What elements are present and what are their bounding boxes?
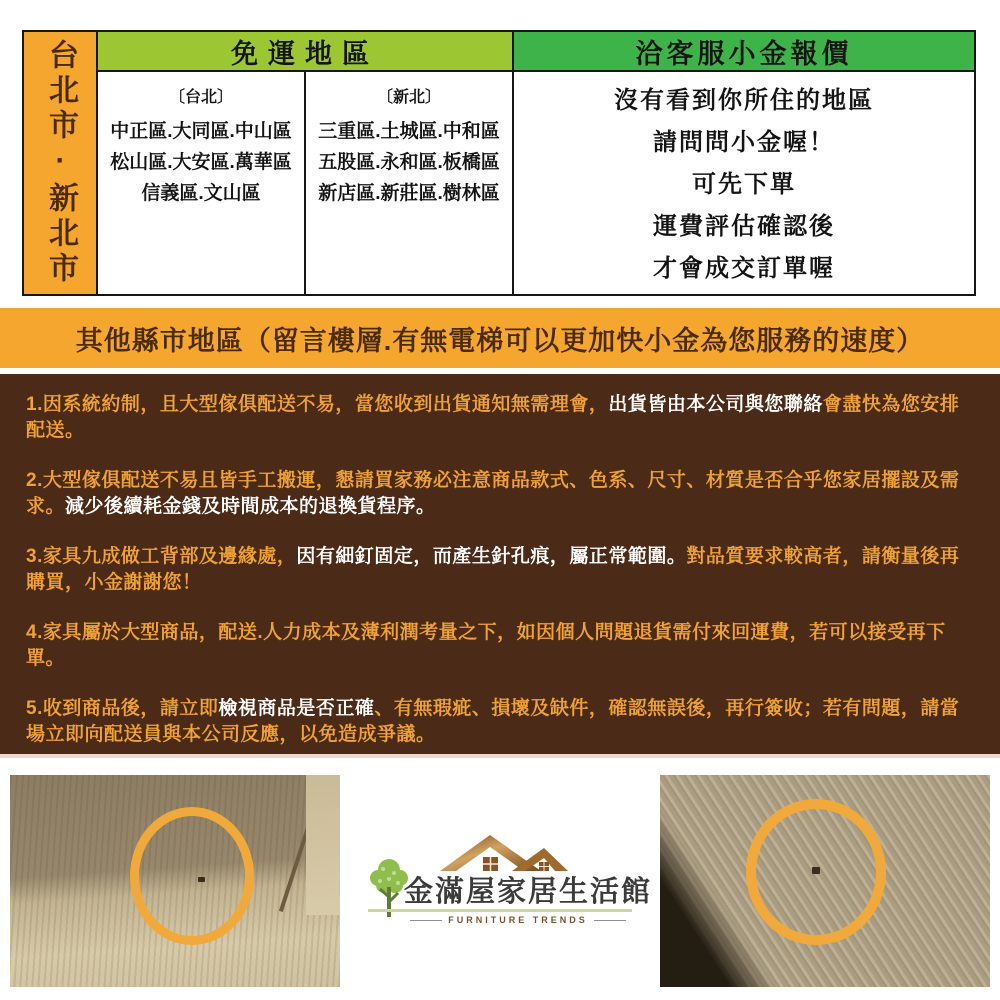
region-label: 台北市·新北市: [44, 39, 77, 287]
free-shipping-column: [98, 32, 514, 294]
tagline-left-rule: [410, 920, 442, 921]
note-segment: 4.家具屬於大型商品，配送.人力成本及薄利潤考量之下，如因個人問題退貨需付來回運費，若可以接受再下單。: [26, 622, 946, 669]
other-areas-banner: 其他縣市地區（留言樓層.有無電梯可以更加快小金為您服務的速度）: [0, 308, 1000, 368]
taipei-district-line: 中正區.大同區.中山區: [110, 121, 292, 142]
nail-hole-circle-left-icon: [130, 807, 254, 945]
quote-line: 可先下單: [692, 171, 796, 198]
quote-column: [514, 32, 974, 294]
note-segment: 減少後續耗金錢及時間成本的退換貨程序。: [65, 496, 436, 517]
note-segment: 3.家具九成做工背部及邊緣處，: [26, 546, 297, 567]
brand-tagline-row: [404, 915, 632, 925]
note-segment: 2.大型傢俱配送不易且皆手工搬運，懇請買家務必注意商品款式、色系、尺寸、材質是否合乎您家居擺設及需求。: [26, 470, 960, 517]
new-taipei-district-line: 新店區.新莊區.樹林區: [318, 183, 500, 204]
taipei-district-line: 松山區.大安區.萬華區: [110, 152, 292, 173]
new-taipei-district-line: 五股區.永和區.板橋區: [318, 152, 500, 173]
note-item: [26, 620, 974, 672]
taipei-districts-cell: [98, 72, 306, 294]
brand-name: 金滿屋家居生活館: [404, 876, 653, 908]
free-shipping-body: [98, 72, 512, 294]
note-item: [26, 392, 974, 444]
brand-tagline: FURNITURE TRENDS: [448, 915, 588, 925]
wood-photo-right: [660, 775, 990, 987]
note-segment: 對品質要求較高者，請衡量後再購買，小金謝謝您！: [26, 546, 960, 593]
quote-line: 才會成交訂單喔: [653, 255, 835, 282]
note-segment: 會盡快為您安排配送。: [26, 394, 960, 441]
quote-header: 洽客服小金報價: [514, 32, 974, 72]
new-taipei-districts-cell: [306, 72, 512, 294]
house-roofs-icon: [438, 831, 570, 873]
taipei-title: 〔台北〕: [168, 89, 233, 106]
taipei-district-line: 信義區.文山區: [141, 183, 261, 204]
shipping-info-table: [22, 30, 976, 296]
note-segment: 、有無瑕疵、損壞及缺件，確認無誤後，再行簽收；若有問題，請當場立即向配送員與本公司反應，以免造成爭議。: [26, 698, 960, 745]
note-segment: 1.因系統約制，且大型傢俱配送不易，當您收到出貨通知無需理會，: [26, 394, 609, 415]
quote-body: [514, 72, 974, 294]
free-shipping-header: 免運地區: [98, 32, 512, 72]
delivery-notes: [0, 374, 1000, 758]
quote-line: 請問問小金喔！: [653, 129, 835, 156]
tagline-right-rule: [594, 920, 626, 921]
note-segment: 檢視商品是否正確: [218, 698, 375, 719]
note-segment: 出貨皆由本公司與您聯絡: [608, 394, 823, 415]
note-segment: 5.收到商品後，請立即: [26, 698, 219, 719]
wood-photo-left: [10, 775, 340, 987]
region-label-column: [24, 32, 98, 294]
note-item: [26, 468, 974, 520]
brand-logo: [368, 831, 653, 941]
note-item: [26, 696, 974, 748]
nail-hole-left-icon: [198, 877, 205, 882]
new-taipei-title: 〔新北〕: [376, 89, 441, 106]
quote-line: 沒有看到你所住的地區: [614, 87, 874, 114]
logo-underline: [368, 909, 632, 912]
note-item: [26, 544, 974, 596]
note-segment: 因有細釘固定，而產生針孔痕，屬正常範圍。: [296, 546, 687, 567]
quote-line: 運費評估確認後: [653, 213, 835, 240]
new-taipei-district-line: 三重區.土城區.中和區: [318, 121, 500, 142]
nail-hole-right-icon: [812, 867, 820, 874]
